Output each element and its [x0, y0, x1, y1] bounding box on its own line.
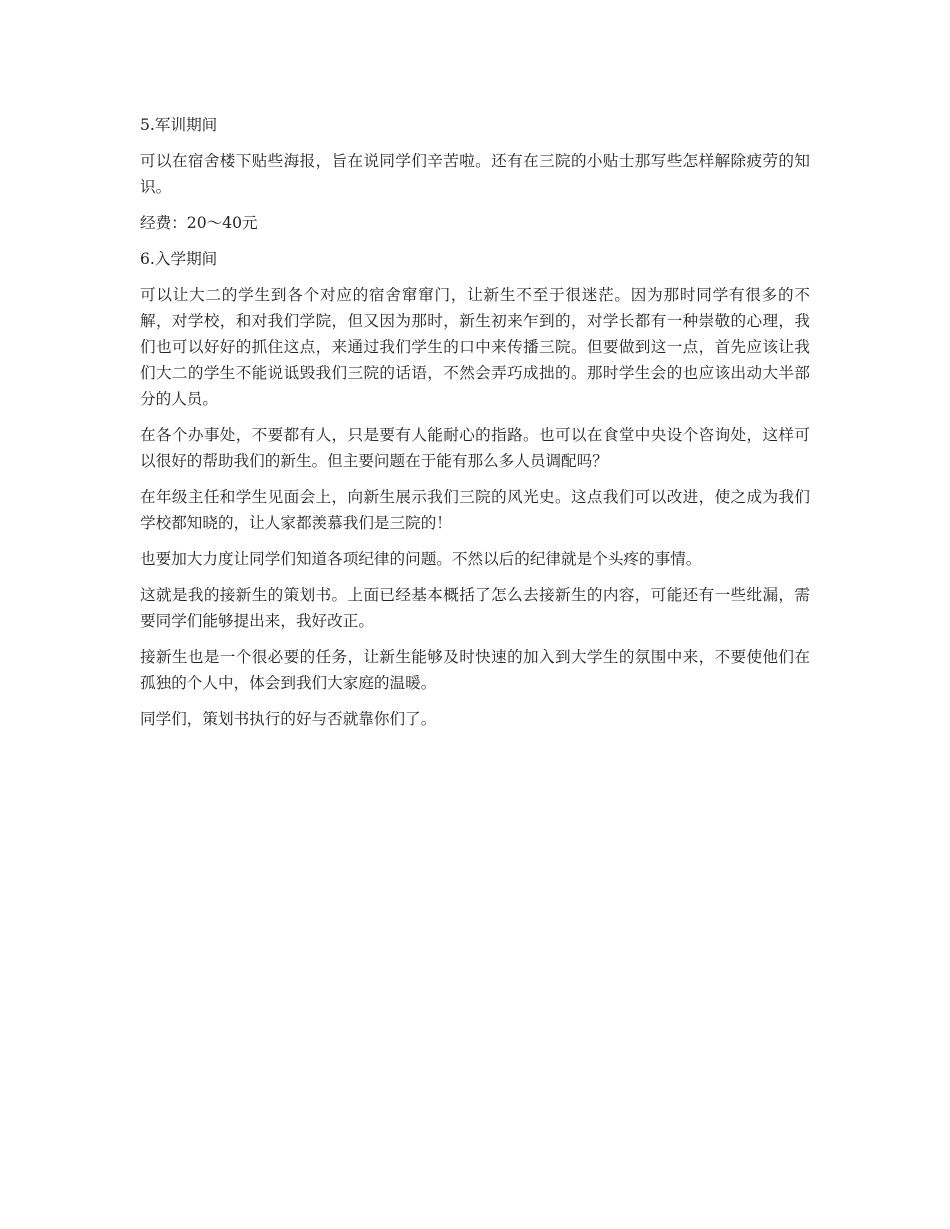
paragraph-importance: 接新生也是一个很必要的任务，让新生能够及时快速的加入到大学生的氛围中来，不要使他们在孤独的个人中，体会到我们大家庭的温暖。 [140, 648, 810, 692]
paragraph-budget: 经费：20～40元 [140, 214, 258, 232]
document-page [140, 112, 810, 742]
paragraph-closing: 同学们，策划书执行的好与否就靠你们了。 [140, 710, 437, 728]
section-heading-military-training: 5.军训期间 [140, 116, 218, 134]
paragraph-office-guidance: 在各个办事处，不要都有人，只是要有人能耐心的指路。也可以在食堂中央设个咨询处，这样可以很好的帮助我们的新生。但主要问题在于能有那么多人员调配吗？ [140, 426, 810, 470]
paragraph-posters: 可以在宿舍楼下贴些海报，旨在说同学们辛苦啦。还有在三院的小贴士那写些怎样解除疲劳的知识。 [140, 152, 810, 196]
section-heading-enrollment: 6.入学期间 [140, 250, 218, 268]
paragraph-meeting: 在年级主任和学生见面会上，向新生展示我们三院的风光史。这点我们可以改进，使之成为我们学校都知晓的，让人家都羡慕我们是三院的！ [140, 488, 810, 532]
paragraph-summary: 这就是我的接新生的策划书。上面已经基本概括了怎么去接新生的内容，可能还有一些纰漏，需要同学们能够提出来，我好改正。 [140, 586, 810, 630]
paragraph-dorm-visits: 可以让大二的学生到各个对应的宿舍窜窜门，让新生不至于很迷茫。因为那时同学有很多的不解，对学校，和对我们学院，但又因为那时，新生初来乍到的，对学长都有一种崇敬的心理，我们也可以好好的抓住这点，来通过我们学生的口中来传播三院。但要做到这一点，首先应该让我们大二的学生不能说诋毁我们三院的话语，不然会弄巧成拙的。那时学生会的也应该出动大半部分的人员。 [140, 286, 810, 408]
paragraph-discipline: 也要加大力度让同学们知道各项纪律的问题。不然以后的纪律就是个头疼的事情。 [140, 550, 702, 568]
